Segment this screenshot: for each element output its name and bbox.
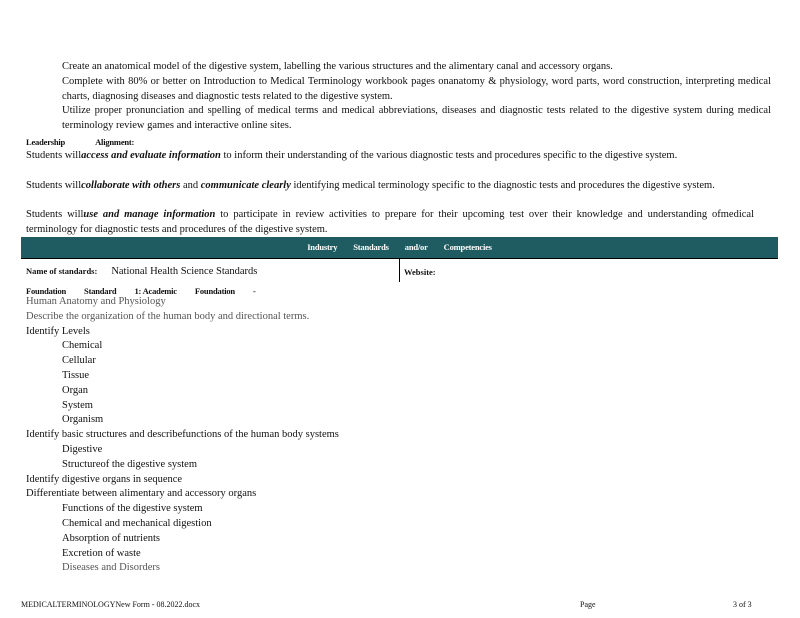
para-text: to inform their understanding of the various diagnostic tests and procedures specific to the digestive system. (220, 150, 678, 161)
emphasis-text: use and manage information (83, 209, 216, 220)
heading-word: 1: Academic (134, 286, 177, 296)
bullet-icon (26, 75, 62, 105)
emphasis-text: access and evaluate information (81, 150, 221, 161)
header-word: Industry (307, 242, 338, 252)
header-word: Competencies (443, 242, 492, 252)
describe-line: Describe the organization of the human body and directional terms. (26, 310, 310, 322)
differentiate-line: Differentiate between alimentary and accessory organs (26, 488, 257, 500)
standards-header-bar (21, 237, 778, 258)
para-text: identifying medical terminology specific to the diagnostic tests and procedures the digestive system. (290, 180, 715, 191)
para-text: and (180, 180, 201, 191)
field-value: National Health Science Standards (111, 266, 258, 277)
para-text: Students will (26, 150, 82, 161)
table-divider (399, 259, 400, 282)
alignment-paragraph (26, 149, 754, 164)
alignment-paragraph (26, 208, 754, 238)
list-item: Absorption of nutrients (62, 532, 160, 544)
website-label: Website: (404, 267, 436, 277)
footer-page-count: 3 of 3 (733, 600, 752, 609)
list-item: Cellular (62, 355, 96, 367)
list-item: Functions of the digestive system (62, 503, 203, 515)
header-word: and/or (404, 242, 428, 252)
identify-levels-line: Identify Levels (26, 325, 90, 337)
list-item: Structureof the digestive system (62, 458, 198, 470)
emphasis-text: collaborate with others (81, 180, 181, 191)
subject-title: Human Anatomy and Physiology (26, 296, 166, 307)
list-item: Diseases and Disorders (62, 562, 160, 574)
list-item (26, 75, 771, 105)
heading-word: Foundation (26, 286, 67, 296)
identify-organs-line: Identify digestive organs in sequence (26, 473, 183, 485)
list-item: Excretion of waste (62, 547, 141, 559)
heading-word: Leadership (26, 137, 66, 147)
heading-word: Alignment: (95, 137, 135, 147)
standards-body (26, 295, 526, 576)
alignment-paragraph (26, 179, 754, 194)
heading-word: Standard (84, 286, 117, 296)
objective-text: Utilize proper pronunciation and spelling of medical terms and medical abbreviations, diseases and diagnostic tests related to the digestive system during medical terminology review games and interactive online sites. (62, 105, 771, 132)
list-item: Organism (62, 414, 104, 426)
bullet-icon (26, 60, 62, 75)
list-item: Tissue (62, 369, 90, 381)
leadership-alignment-heading (26, 135, 164, 150)
para-text: Students will (26, 180, 82, 191)
list-item: Organ (62, 384, 89, 396)
bullet-icon (26, 104, 62, 134)
list-item (26, 60, 771, 75)
footer-page-label: Page (580, 600, 596, 609)
identify-basic-line: Identify basic structures and describefunctions of the human body systems (26, 429, 339, 441)
list-item: Digestive (62, 443, 103, 455)
emphasis-text: communicate clearly (200, 180, 291, 191)
objective-text: Complete with 80% or better on Introduction to Medical Terminology workbook pages onanatomy & physiology, word parts, word construction, interpreting medical charts, diagnosing diseases and diagnostic tests related to the digestive system. (62, 75, 771, 102)
standards-name (26, 264, 257, 280)
list-item (26, 104, 771, 134)
header-word: Standards (353, 242, 389, 252)
footer-filename: MEDICALTERMINOLOGYNew Form - 08.2022.docx (21, 600, 201, 609)
para-text: Students will (26, 209, 84, 220)
objective-text: Create an anatomical model of the digestive system, labelling the various structures and the alimentary canal and accessory organs. (62, 61, 613, 72)
objectives-list (26, 60, 771, 134)
para-text: to participate in review activities to prepare for their upcoming test over their knowledge and understanding ofmedical terminology for diagnostic tests and procedures of the digestive system. (26, 209, 754, 235)
field-label: Name of standards: (26, 266, 98, 276)
heading-word: - (252, 286, 256, 296)
list-item: Chemical and mechanical digestion (62, 517, 212, 529)
list-item: Chemical (62, 340, 103, 352)
list-item: System (62, 399, 93, 411)
heading-word: Foundation (194, 286, 235, 296)
